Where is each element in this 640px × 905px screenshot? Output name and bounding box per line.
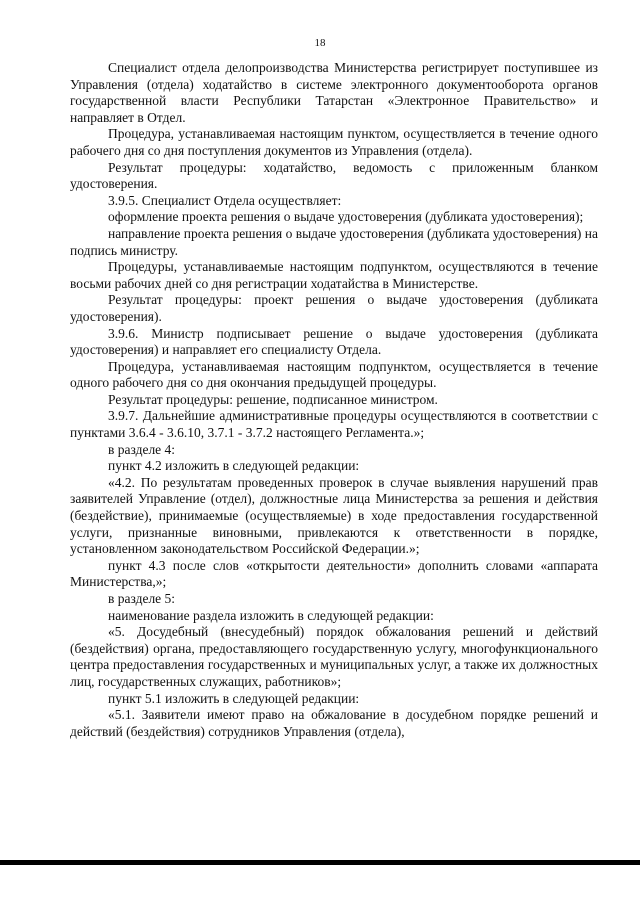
paragraph: 3.9.7. Дальнейшие административные процедуры осуществляются в соответствии с пунктами 3.6.4 - 3.6.10, 3.7.1 - 3.7.2 настоящего Регламента.»;	[70, 408, 598, 441]
paragraph: в разделе 4:	[108, 441, 176, 457]
paragraph: «5.1. Заявители имеют право на обжалование в досудебном порядке решений и действий (бездействия) сотрудников Управления (отдела),	[70, 707, 598, 739]
paragraph: Процедура, устанавливаемая настоящим пунктом, осуществляется в течение одного рабочего дня со дня поступления документов из Управления (отдела).	[70, 126, 598, 158]
paragraph: Процедуры, устанавливаемые настоящим подпунктом, осуществляются в течение восьми рабочих дней со дня регистрации ходатайства в Министерстве.	[70, 259, 598, 291]
paragraph: пункт 5.1 изложить в следующей редакции:	[108, 690, 360, 706]
paragraph: Результат процедуры: ходатайство, ведомость с приложенным бланком удостоверения.	[70, 159, 598, 192]
paragraph: оформление проекта решения о выдаче удостоверения (дубликата удостоверения);	[108, 209, 584, 225]
paragraph: пункт 4.3 после слов «открытости деятельности» дополнить словами «аппарата Министерства,»;	[70, 557, 598, 590]
paragraph: 3.9.5. Специалист Отдела осуществляет:	[108, 192, 342, 208]
paragraph: Результат процедуры: проект решения о выдаче удостоверения (дубликата удостоверения).	[70, 292, 598, 324]
paragraph: «5. Досудебный (внесудебный) порядок обжалования решений и действий (бездействия) органа, предоставляющего государственную услугу, многофункционального центра предоставления государственных и муниципальных услуг, а также их должностных лиц, государственных служащих, работников»;	[70, 624, 598, 689]
document-body	[70, 60, 598, 740]
paragraph: 3.9.6. Министр подписывает решение о выдаче удостоверения (дубликата удостоверения) и направляет его специалисту Отдела.	[70, 325, 598, 358]
page-number: 18	[314, 37, 326, 49]
paragraph: наименование раздела изложить в следующей редакции:	[108, 607, 434, 623]
paragraph: Результат процедуры: решение, подписанное министром.	[108, 391, 438, 407]
paragraph: пункт 4.2 изложить в следующей редакции:	[108, 458, 360, 474]
paragraph: Специалист отдела делопроизводства Министерства регистрирует поступившее из Управления (отдела) ходатайство в системе электронного документооборота органов государственной власти Республики Татарстан «Электронное Правительство» и направляет в Отдел.	[70, 60, 598, 125]
paragraph: в разделе 5:	[108, 591, 176, 606]
paragraph: «4.2. По результатам проведенных проверок в случае выявления нарушений прав заявителей Управление (отдел), должностные лица Министерства за решения и действия (бездействие), принимаемые (осуществляемые) в ходе предоставления государственной услуги, признанные виновными, привлекаются к ответственности в порядке, установленном законодательством Российской Федерации.»;	[70, 474, 598, 557]
scan-bottom-border	[0, 860, 640, 865]
paragraph: направление проекта решения о выдаче удостоверения (дубликата удостоверения) на подпись министру.	[70, 225, 598, 258]
paragraph: Процедура, устанавливаемая настоящим подпунктом, осуществляется в течение одного рабочего дня со дня окончания предыдущей процедуры.	[70, 358, 598, 391]
